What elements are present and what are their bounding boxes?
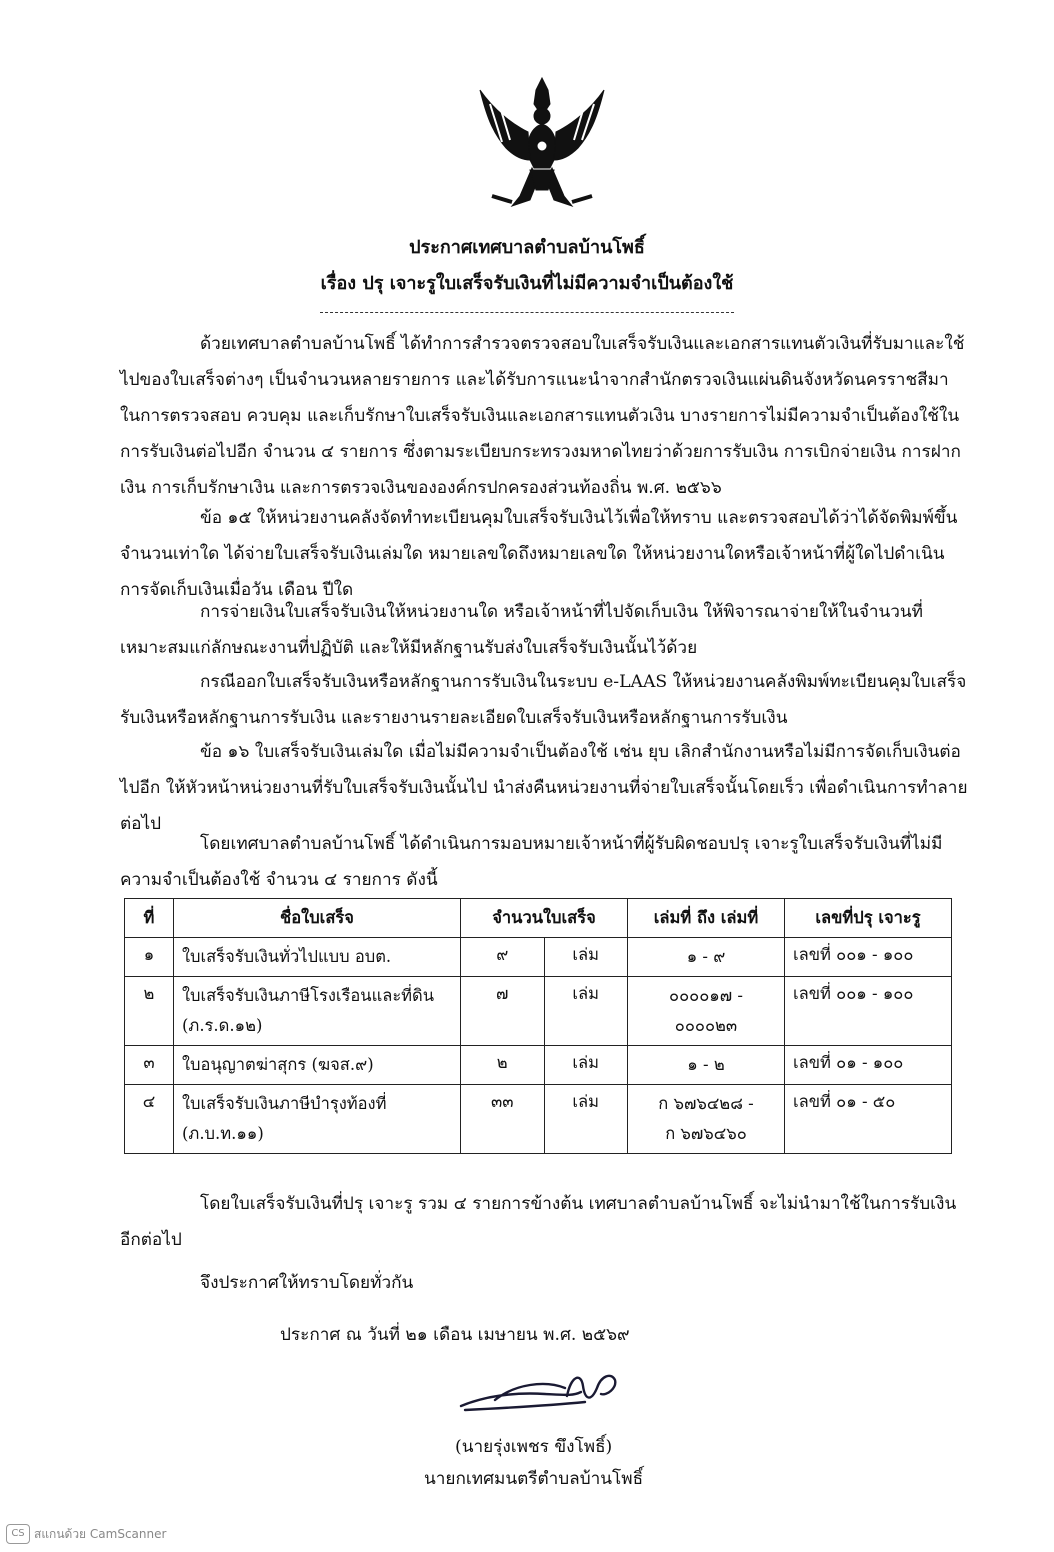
cell-unit: เล่ม xyxy=(544,938,628,977)
col-header-no: ที่ xyxy=(125,899,174,938)
cell-qty: ๙ xyxy=(461,938,545,977)
cell-name: ใบเสร็จรับเงินภาษีโรงเรือนและที่ดิน (ภ.ร.ด.๑๒) xyxy=(174,977,461,1046)
table-row xyxy=(125,1046,952,1085)
garuda-emblem-icon xyxy=(472,70,612,212)
cell-qty: ๓๓ xyxy=(461,1085,545,1154)
signer-name: (นายรุ่งเพชร ขึงโพธิ์) xyxy=(455,1437,613,1457)
announcement-date: ประกาศ ณ วันที่ ๒๑ เดือน เมษายน พ.ศ. ๒๕๖๙ xyxy=(280,1325,630,1345)
cell-range: ๑ - ๒ xyxy=(628,1046,785,1085)
table-row xyxy=(125,977,952,1046)
cell-name: ใบเสร็จรับเงินทั่วไปแบบ อบต. xyxy=(174,938,461,977)
cell-punch: เลขที่ ๐๑ - ๕๐ xyxy=(785,1085,952,1154)
cell-punch: เลขที่ ๐๐๑ - ๑๐๐ xyxy=(785,977,952,1046)
table-row xyxy=(125,1085,952,1154)
col-header-range: เล่มที่ ถึง เล่มที่ xyxy=(628,899,785,938)
cell-range: ก ๖๗๖๔๒๘ - ก ๖๗๖๔๖๐ xyxy=(628,1085,785,1154)
cell-no: ๑ xyxy=(125,938,174,977)
cell-name: ใบเสร็จรับเงินภาษีบำรุงท้องที่ (ภ.บ.ท.๑๑) xyxy=(174,1085,461,1154)
paragraph-7: โดยใบเสร็จรับเงินที่ปรุ เจาะรู รวม ๔ รายการข้างต้น เทศบาลตำบลบ้านโพธิ์ จะไม่นำมาใช้ในการรับเงินอีกต่อไป xyxy=(120,1194,957,1250)
cell-range: ๐๐๐๐๑๗ - ๐๐๐๐๒๓ xyxy=(628,977,785,1046)
col-header-name: ชื่อใบเสร็จ xyxy=(174,899,461,938)
col-header-punch: เลขที่ปรุ เจาะรู xyxy=(785,899,952,938)
signer-title: นายกเทศมนตรีตำบลบ้านโพธิ์ xyxy=(424,1469,644,1489)
cell-no: ๔ xyxy=(125,1085,174,1154)
cell-punch: เลขที่ ๐๑ - ๑๐๐ xyxy=(785,1046,952,1085)
paragraph-1: ด้วยเทศบาลตำบลบ้านโพธิ์ ได้ทำการสำรวจตรวจสอบใบเสร็จรับเงินและเอกสารแทนตัวเงินที่รับมาและใช้ไปของใบเสร็จต่างๆ เป็นจำนวนหลายรายการ และได้รับการแนะนำจากสำนักตรวจเงินแผ่นดินจังหวัดนครราชสีมา ในการตรวจสอบ ควบคุม และเก็บรักษาใบเสร็จรับเงินและเอกสารแทนตัวเงิน บางรายการไม่มีความจำเป็นต้องใช้ในการรับเงินต่อไปอีก จำนวน ๔ รายการ ซึ่งตามระเบียบกระทรวงมหาดไทยว่าด้วยการรับเงิน การเบิกจ่ายเงิน การฝากเงิน การเก็บรักษาเงิน และการตรวจเงินขององค์กรปกครองส่วนท้องถิ่น พ.ศ. ๒๕๖๖ xyxy=(120,334,965,498)
receipt-table xyxy=(124,898,952,1154)
scanner-watermark xyxy=(6,1524,166,1544)
cell-qty: ๗ xyxy=(461,977,545,1046)
cell-unit: เล่ม xyxy=(544,1085,628,1154)
table-header-row xyxy=(125,899,952,938)
cell-unit: เล่ม xyxy=(544,1046,628,1085)
paragraph-4: กรณีออกใบเสร็จรับเงินหรือหลักฐานการรับเงินในระบบ e-LAAS ให้หน่วยงานคลังพิมพ์ทะเบียนคุมใบเสร็จรับเงินหรือหลักฐานการรับเงิน และรายงานรายละเอียดใบเสร็จรับเงินหรือหลักฐานการรับเงิน xyxy=(120,672,967,728)
cell-unit: เล่ม xyxy=(544,977,628,1046)
table-row xyxy=(125,938,952,977)
cell-no: ๓ xyxy=(125,1046,174,1085)
cell-range: ๑ - ๙ xyxy=(628,938,785,977)
announcement-subject: เรื่อง ปรุ เจาะรูใบเสร็จรับเงินที่ไม่มีความจำเป็นต้องใช้ xyxy=(320,273,734,294)
cell-name: ใบอนุญาตฆ่าสุกร (ฆจส.๙) xyxy=(174,1046,461,1085)
cell-no: ๒ xyxy=(125,977,174,1046)
cell-qty: ๒ xyxy=(461,1046,545,1085)
paragraph-6: โดยเทศบาลตำบลบ้านโพธิ์ ได้ดำเนินการมอบหมายเจ้าหน้าที่ผู้รับผิดชอบปรุ เจาะรูใบเสร็จรับเงินที่ไม่มีความจำเป็นต้องใช้ จำนวน ๔ รายการ ดังนี้ xyxy=(120,834,943,890)
col-header-qty: จำนวนใบเสร็จ xyxy=(461,899,628,938)
dashed-divider xyxy=(320,312,734,313)
closing-line: จึงประกาศให้ทราบโดยทั่วกัน xyxy=(200,1273,414,1293)
camscanner-logo-icon: CS xyxy=(6,1524,30,1544)
watermark-text: สแกนด้วย CamScanner xyxy=(34,1526,167,1541)
paragraph-2: ข้อ ๑๕ ให้หน่วยงานคลังจัดทำทะเบียนคุมใบเสร็จรับเงินไว้เพื่อให้ทราบ และตรวจสอบได้ว่าได้จัดพิมพ์ขึ้นจำนวนเท่าใด ได้จ่ายใบเสร็จรับเงินเล่มใด หมายเลขใดถึงหมายเลขใด ให้หน่วยงานใดหรือเจ้าหน้าที่ผู้ใดไปดำเนินการจัดเก็บเงินเมื่อวัน เดือน ปีใด xyxy=(120,508,958,600)
paragraph-5: ข้อ ๑๖ ใบเสร็จรับเงินเล่มใด เมื่อไม่มีความจำเป็นต้องใช้ เช่น ยุบ เลิกสำนักงานหรือไม่มีการจัดเก็บเงินต่อไปอีก ให้หัวหน้าหน่วยงานที่รับใบเสร็จรับเงินนั้นไป นำส่งคืนหน่วยงานที่จ่ายใบเสร็จนั้นโดยเร็ว เพื่อดำเนินการทำลายต่อไป xyxy=(120,742,968,834)
announcement-title: ประกาศเทศบาลตำบลบ้านโพธิ์ xyxy=(409,237,645,258)
signature-icon xyxy=(455,1366,635,1426)
paragraph-3: การจ่ายเงินใบเสร็จรับเงินให้หน่วยงานใด หรือเจ้าหน้าที่ไปจัดเก็บเงิน ให้พิจารณาจ่ายให้ในจำนวนที่เหมาะสมแก่ลักษณะงานที่ปฏิบัติ และให้มีหลักฐานรับส่งใบเสร็จรับเงินนั้นไว้ด้วย xyxy=(120,602,924,658)
cell-punch: เลขที่ ๐๐๑ - ๑๐๐ xyxy=(785,938,952,977)
